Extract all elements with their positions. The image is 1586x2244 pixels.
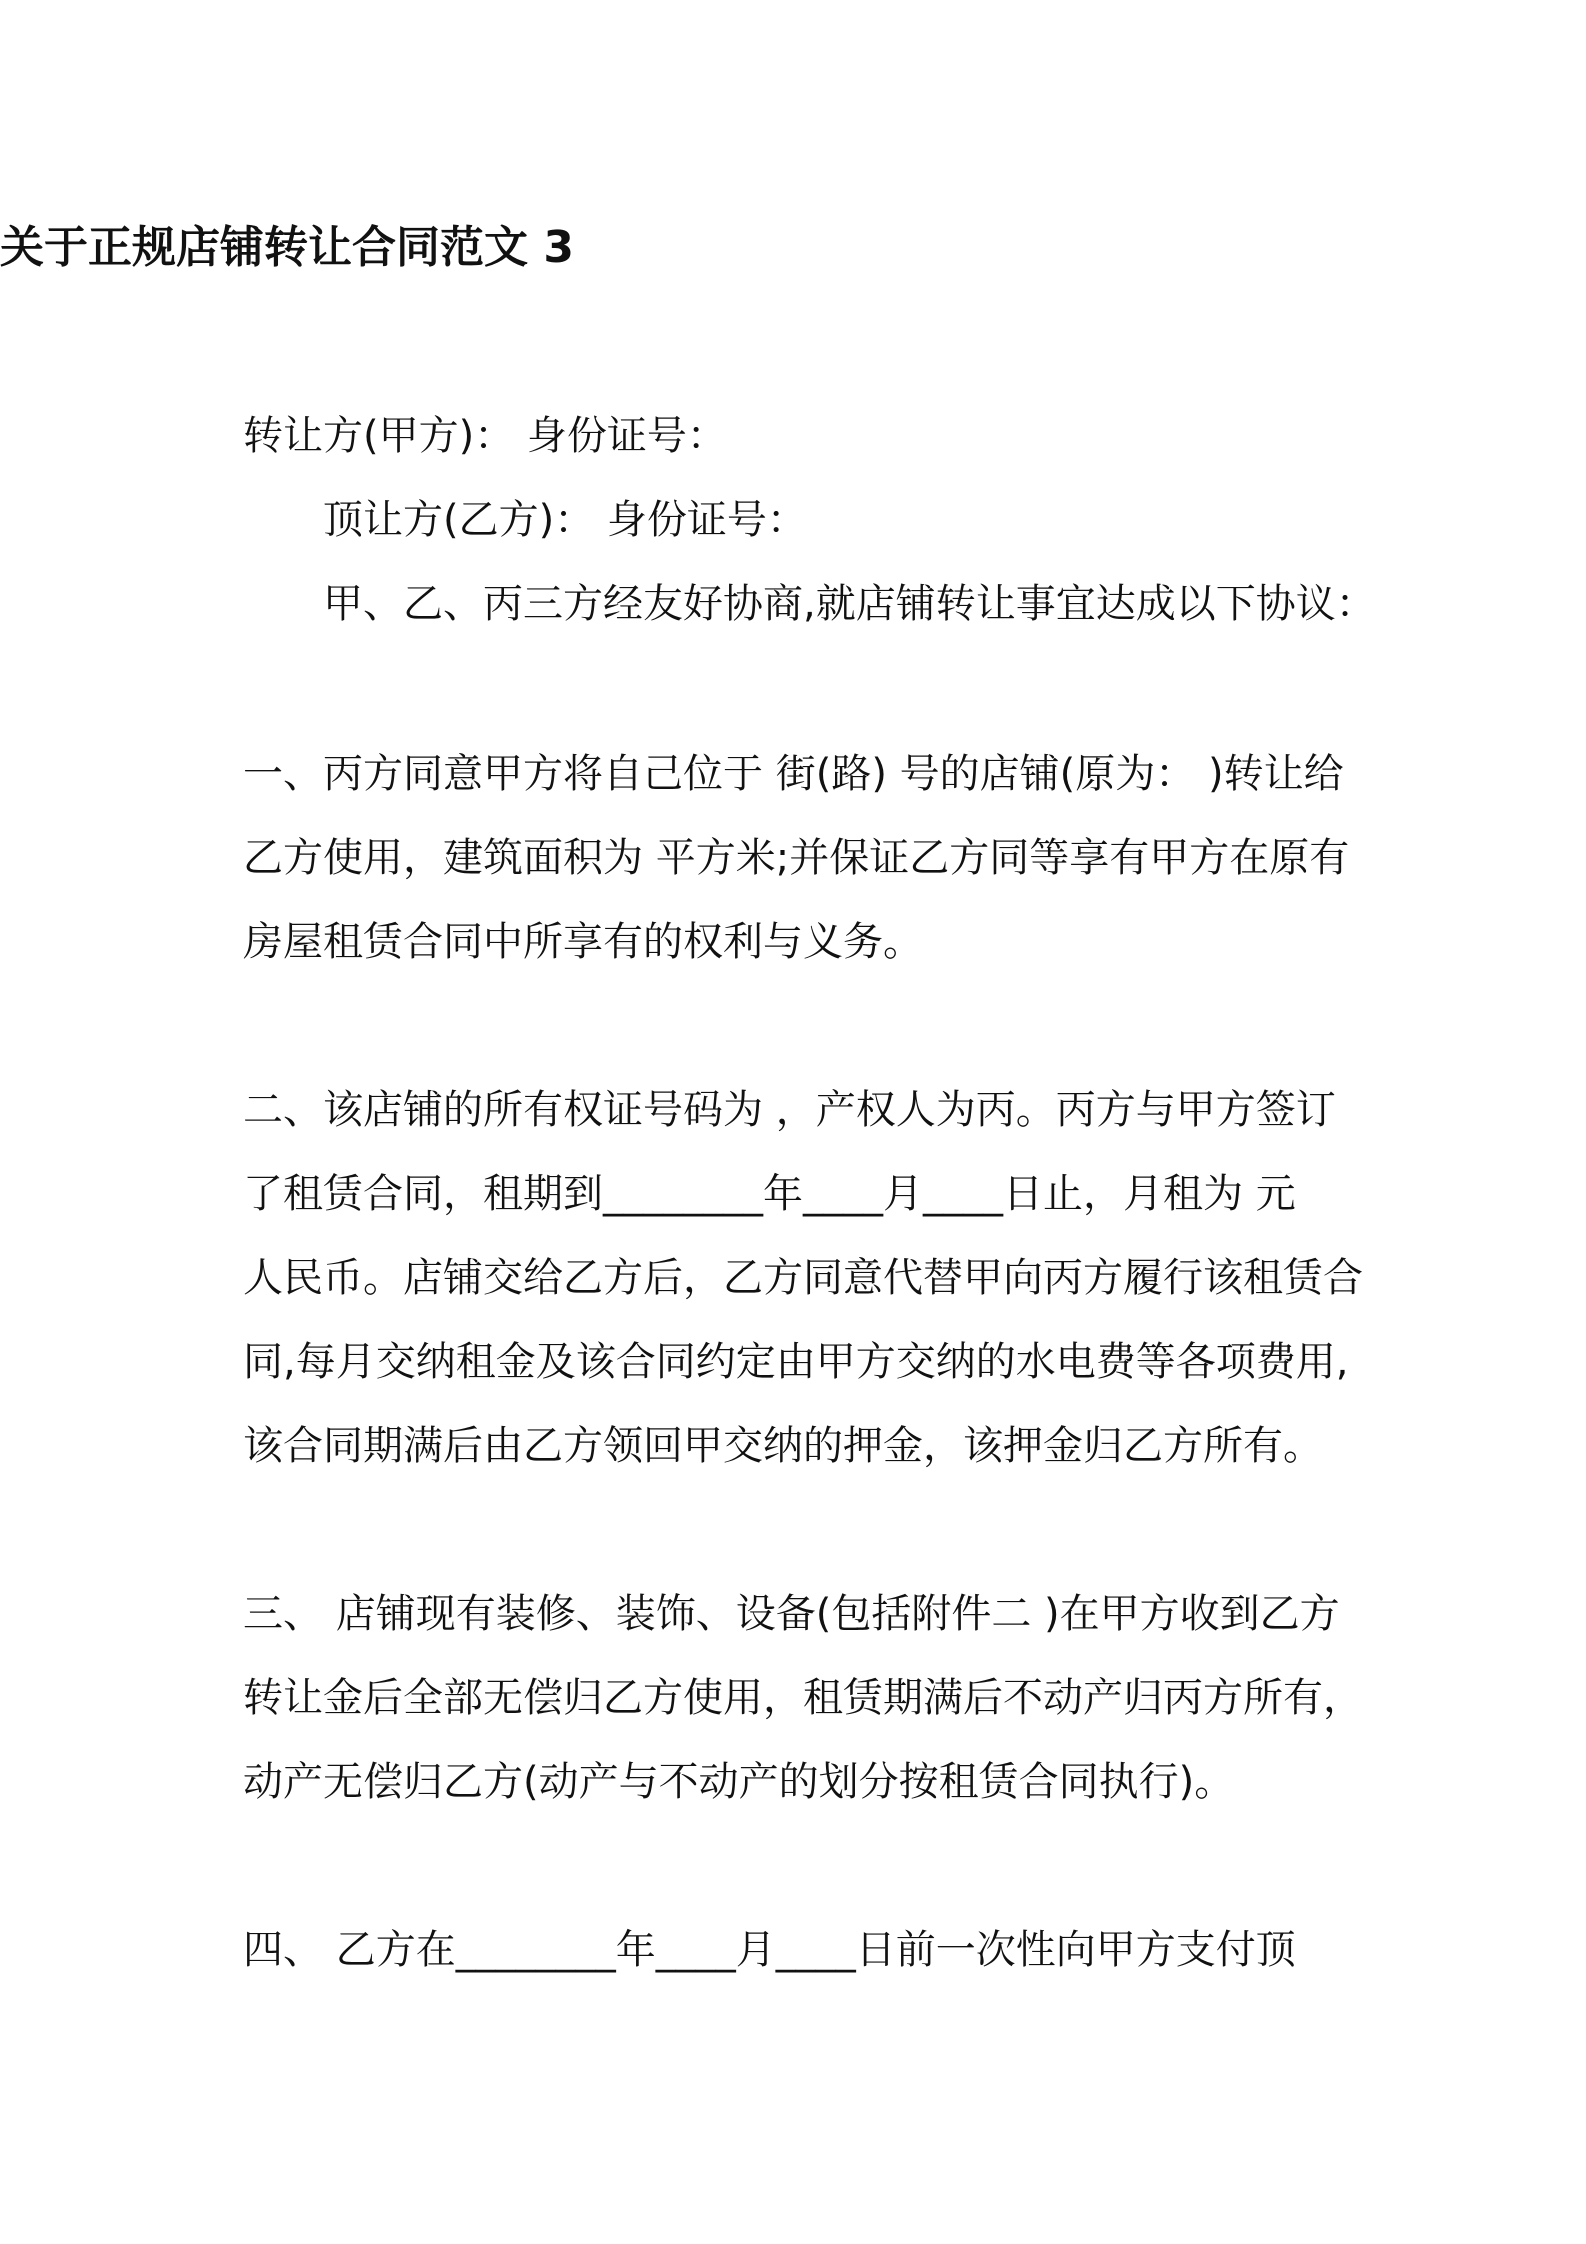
clause-2-line: 了租赁合同，租期到________年____月____日止，月租为 元	[243, 1171, 1296, 1217]
clause-3-line: 转让金后全部无偿归乙方使用，租赁期满后不动产归丙方所有，	[243, 1675, 1363, 1721]
clause-2-line: 二、该店铺的所有权证号码为 ，产权人为丙。丙方与甲方签订	[243, 1087, 1336, 1133]
agreement-intro: 甲、乙、丙三方经友好协商,就店铺转让事宜达成以下协议：	[323, 581, 1376, 627]
clause-1-line: 一、丙方同意甲方将自己位于 街(路) 号的店铺(原为： )转让给	[243, 751, 1344, 797]
clause-2-line: 人民币。店铺交给乙方后，乙方同意代替甲向丙方履行该租赁合	[243, 1255, 1363, 1301]
clause-3-line: 三、 店铺现有装修、装饰、设备(包括附件二 )在甲方收到乙方	[243, 1591, 1340, 1637]
document-title: 关于正规店铺转让合同范文 3	[0, 222, 574, 273]
party-a-line: 转让方(甲方)： 身份证号：	[243, 413, 727, 459]
clause-2-line: 同,每月交纳租金及该合同约定由甲方交纳的水电费等各项费用,	[243, 1339, 1349, 1385]
clause-1-line: 乙方使用，建筑面积为 平方米;并保证乙方同等享有甲方在原有	[243, 835, 1350, 881]
clause-4-line: 四、 乙方在________年____月____日前一次性向甲方支付顶	[243, 1927, 1296, 1973]
clause-1-line: 房屋租赁合同中所享有的权利与义务。	[243, 919, 923, 965]
clause-2-line: 该合同期满后由乙方领回甲交纳的押金，该押金归乙方所有。	[243, 1423, 1323, 1469]
clause-3-line: 动产无偿归乙方(动产与不动产的划分按租赁合同执行)。	[243, 1759, 1235, 1805]
party-b-line: 顶让方(乙方)： 身份证号：	[323, 497, 807, 543]
